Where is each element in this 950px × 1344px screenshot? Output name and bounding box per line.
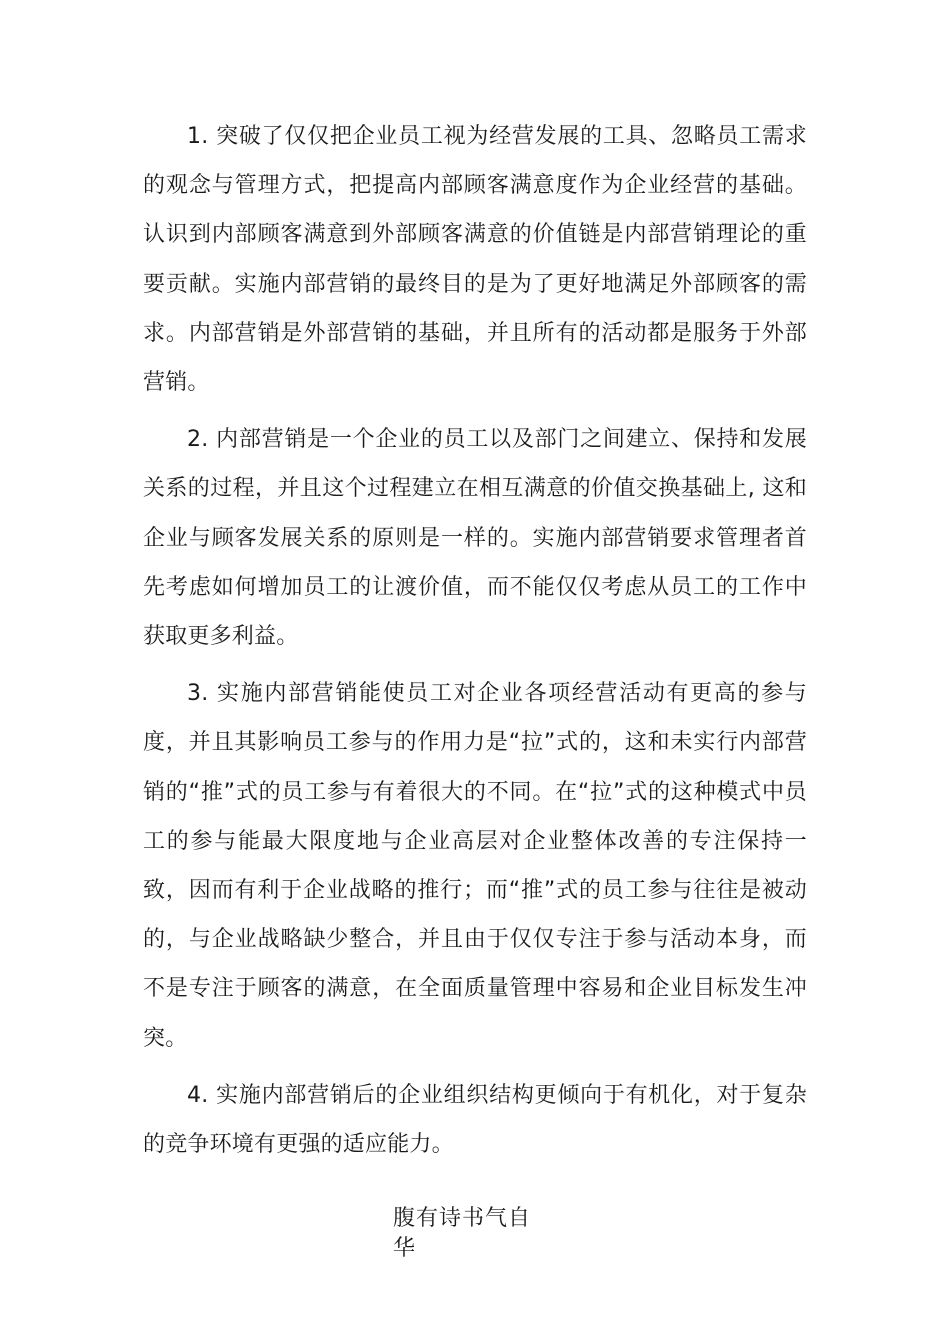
document-body [143, 112, 807, 1177]
paragraph-2: 2. 内部营销是一个企业的员工以及部门之间建立、保持和发展关系的过程，并且这个过程建立在相互满意的价值交换基础上, 这和企业与顾客发展关系的原则是一样的。实施内部营销要求管理者首先考虑如何增加员工的让渡价值，而不能仅仅考虑从员工的工作中获取更多利益。 [143, 427, 807, 650]
paragraph-3: 3. 实施内部营销能使员工对企业各项经营活动有更高的参与度，并且其影响员工参与的作用力是“拉”式的，这和未实行内部营销的“推”式的员工参与有着很大的不同。在“拉”式的这种模式中员工的参与能最大限度地与企业高层对企业整体改善的专注保持一致，因而有利于企业战略的推行；而“推”式的员工参与往往是被动的，与企业战略缺少整合，并且由于仅仅专注于参与活动本身，而不是专注于顾客的满意，在全面质量管理中容易和企业目标发生冲突。 [143, 681, 807, 1051]
paragraph-4: 4. 实施内部营销后的企业组织结构更倾向于有机化，对于复杂的竞争环境有更强的适应能力。 [143, 1082, 807, 1158]
paragraph-1: 1. 突破了仅仅把企业员工视为经营发展的工具、忽略员工需求的观念与管理方式，把提高内部顾客满意度作为企业经营的基础。认识到内部顾客满意到外部顾客满意的价值链是内部营销理论的重要贡献。实施内部营销的最终目的是为了更好地满足外部顾客的需求。内部营销是外部营销的基础，并且所有的活动都是服务于外部营销。 [143, 124, 807, 396]
page-footer: 腹有诗书气自华 [393, 1206, 532, 1261]
